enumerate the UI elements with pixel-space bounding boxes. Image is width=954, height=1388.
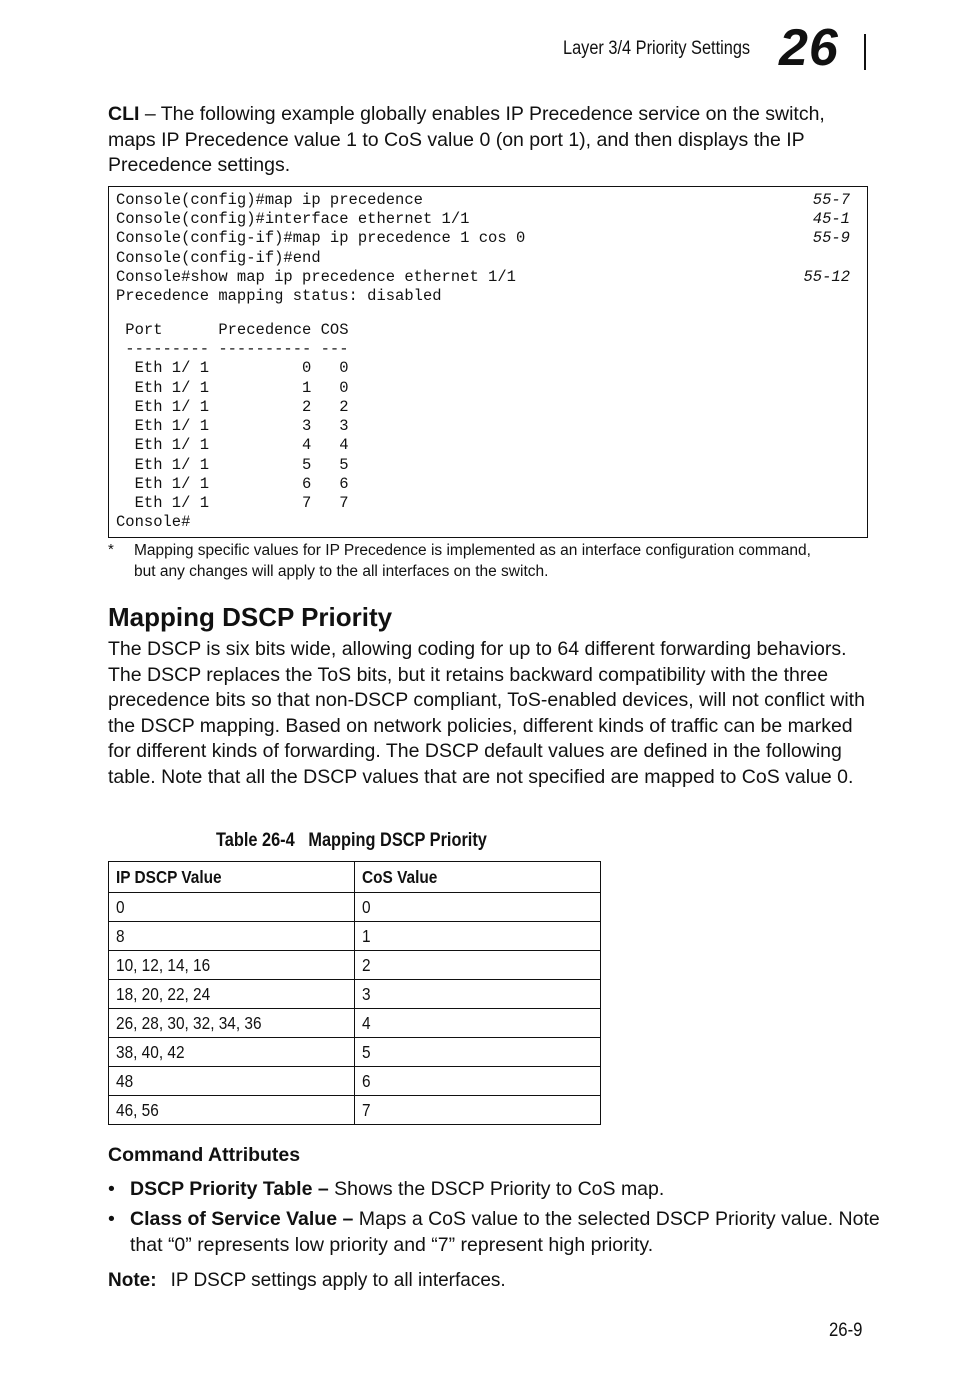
console-line: Console#show map ip precedence ethernet 1/1	[116, 268, 516, 286]
console-line: Console(config)#map ip precedence	[116, 191, 423, 209]
cos-value-cell: 3	[355, 980, 601, 1009]
running-header: Layer 3/4 Priority Settings	[563, 38, 751, 59]
console-table-rule: --------- ---------- ---	[116, 340, 349, 358]
table-row	[109, 1096, 601, 1125]
table-row	[109, 922, 601, 951]
table-caption: Table 26-4 Mapping DSCP Priority	[216, 830, 487, 851]
console-table-row: Eth 1/ 1 2 2	[116, 398, 349, 416]
console-line: Console(config-if)#map ip precedence 1 cos 0	[116, 229, 526, 247]
console-page-ref: 45-1	[812, 210, 850, 228]
console-line: Console(config)#interface ethernet 1/1	[116, 210, 470, 228]
note-text: IP DSCP settings apply to all interfaces.	[170, 1270, 506, 1291]
console-table-row: Eth 1/ 1 3 3	[116, 417, 349, 435]
console-table-row: Eth 1/ 1 5 5	[116, 456, 349, 474]
footnote-mark: *	[108, 541, 114, 558]
dscp-value-cell: 46, 56	[109, 1096, 355, 1125]
attribute-desc: Maps a CoS value to the selected DSCP Priority value. Note that “0” represents low priority and “7” represent high priority.	[130, 1208, 880, 1256]
section-heading: Mapping DSCP Priority	[108, 602, 393, 632]
dscp-value-cell: 48	[109, 1067, 355, 1096]
section-paragraph: The DSCP is six bits wide, allowing coding for up to 64 different forwarding behaviors. The DSCP replaces the ToS bits, but it retains backward compatibility with the three precedence bits so that non-DSCP compliant, ToS-enabled devices, will not conflict with the DSCP mapping. Based on network policies, different kinds of traffic can be marked for different kinds of forwarding. The DSCP default values are defined in the following table. Note that all the DSCP values that are not specified are mapped to CoS value 0.	[108, 638, 865, 788]
console-prompt: Console#	[116, 513, 191, 531]
cos-value-cell: 2	[355, 951, 601, 980]
header-divider	[864, 34, 866, 70]
dscp-value-cell: 10, 12, 14, 16	[109, 951, 355, 980]
dscp-value-cell: 0	[109, 893, 355, 922]
cli-intro-text: – The following example globally enables IP Precedence service on the switch, maps IP Precedence value 1 to CoS value 0 (on port 1), and then displays the IP Precedence settings.	[108, 103, 825, 176]
console-line: Precedence mapping status: disabled	[116, 287, 442, 305]
column-header: CoS Value	[355, 862, 601, 893]
cli-label: CLI	[108, 103, 140, 125]
attribute-term: Class of Service Value –	[130, 1208, 354, 1230]
note	[108, 1270, 506, 1292]
table-row	[109, 893, 601, 922]
console-page-ref: 55-9	[812, 229, 850, 247]
dscp-value-cell: 26, 28, 30, 32, 34, 36	[109, 1009, 355, 1038]
dscp-value-cell: 18, 20, 22, 24	[109, 980, 355, 1009]
cos-value-cell: 1	[355, 922, 601, 951]
cos-value-cell: 5	[355, 1038, 601, 1067]
console-table-row: Eth 1/ 1 4 4	[116, 436, 349, 454]
note-label: Note:	[108, 1270, 157, 1291]
cos-value-cell: 0	[355, 893, 601, 922]
console-table-row: Eth 1/ 1 1 0	[116, 379, 349, 397]
table-header-row	[109, 862, 601, 893]
console-line: Console(config-if)#end	[116, 249, 321, 267]
table-row	[109, 951, 601, 980]
footnote-text: Mapping specific values for IP Precedence is implemented as an interface configuration command, but any changes will apply to the all interfaces on the switch.	[134, 542, 811, 580]
chapter-number: 26	[779, 19, 839, 77]
column-header: IP DSCP Value	[109, 862, 355, 893]
console-table-row: Eth 1/ 1 0 0	[116, 359, 349, 377]
page-number: 26-9	[829, 1320, 863, 1341]
attribute-item	[130, 1176, 880, 1202]
table-row	[109, 1009, 601, 1038]
dscp-value-cell: 38, 40, 42	[109, 1038, 355, 1067]
dscp-priority-table	[108, 861, 601, 1125]
command-attributes-heading: Command Attributes	[108, 1144, 301, 1166]
bullet-mark: •	[108, 1178, 115, 1200]
console-example	[108, 186, 868, 538]
bullet-mark: •	[108, 1208, 115, 1230]
console-table-header: Port Precedence COS	[116, 321, 349, 339]
cos-value-cell: 6	[355, 1067, 601, 1096]
cos-value-cell: 7	[355, 1096, 601, 1125]
console-table-row: Eth 1/ 1 6 6	[116, 475, 349, 493]
cli-intro-paragraph	[108, 102, 870, 179]
console-table-row: Eth 1/ 1 7 7	[116, 494, 349, 512]
dscp-value-cell: 8	[109, 922, 355, 951]
attribute-desc: Shows the DSCP Priority to CoS map.	[328, 1178, 665, 1200]
attribute-term: DSCP Priority Table –	[130, 1178, 329, 1200]
console-page-ref: 55-12	[803, 268, 850, 286]
table-row	[109, 980, 601, 1009]
cos-value-cell: 4	[355, 1009, 601, 1038]
table-row	[109, 1038, 601, 1067]
console-page-ref: 55-7	[812, 191, 850, 209]
table-row	[109, 1067, 601, 1096]
attribute-item	[130, 1206, 880, 1258]
